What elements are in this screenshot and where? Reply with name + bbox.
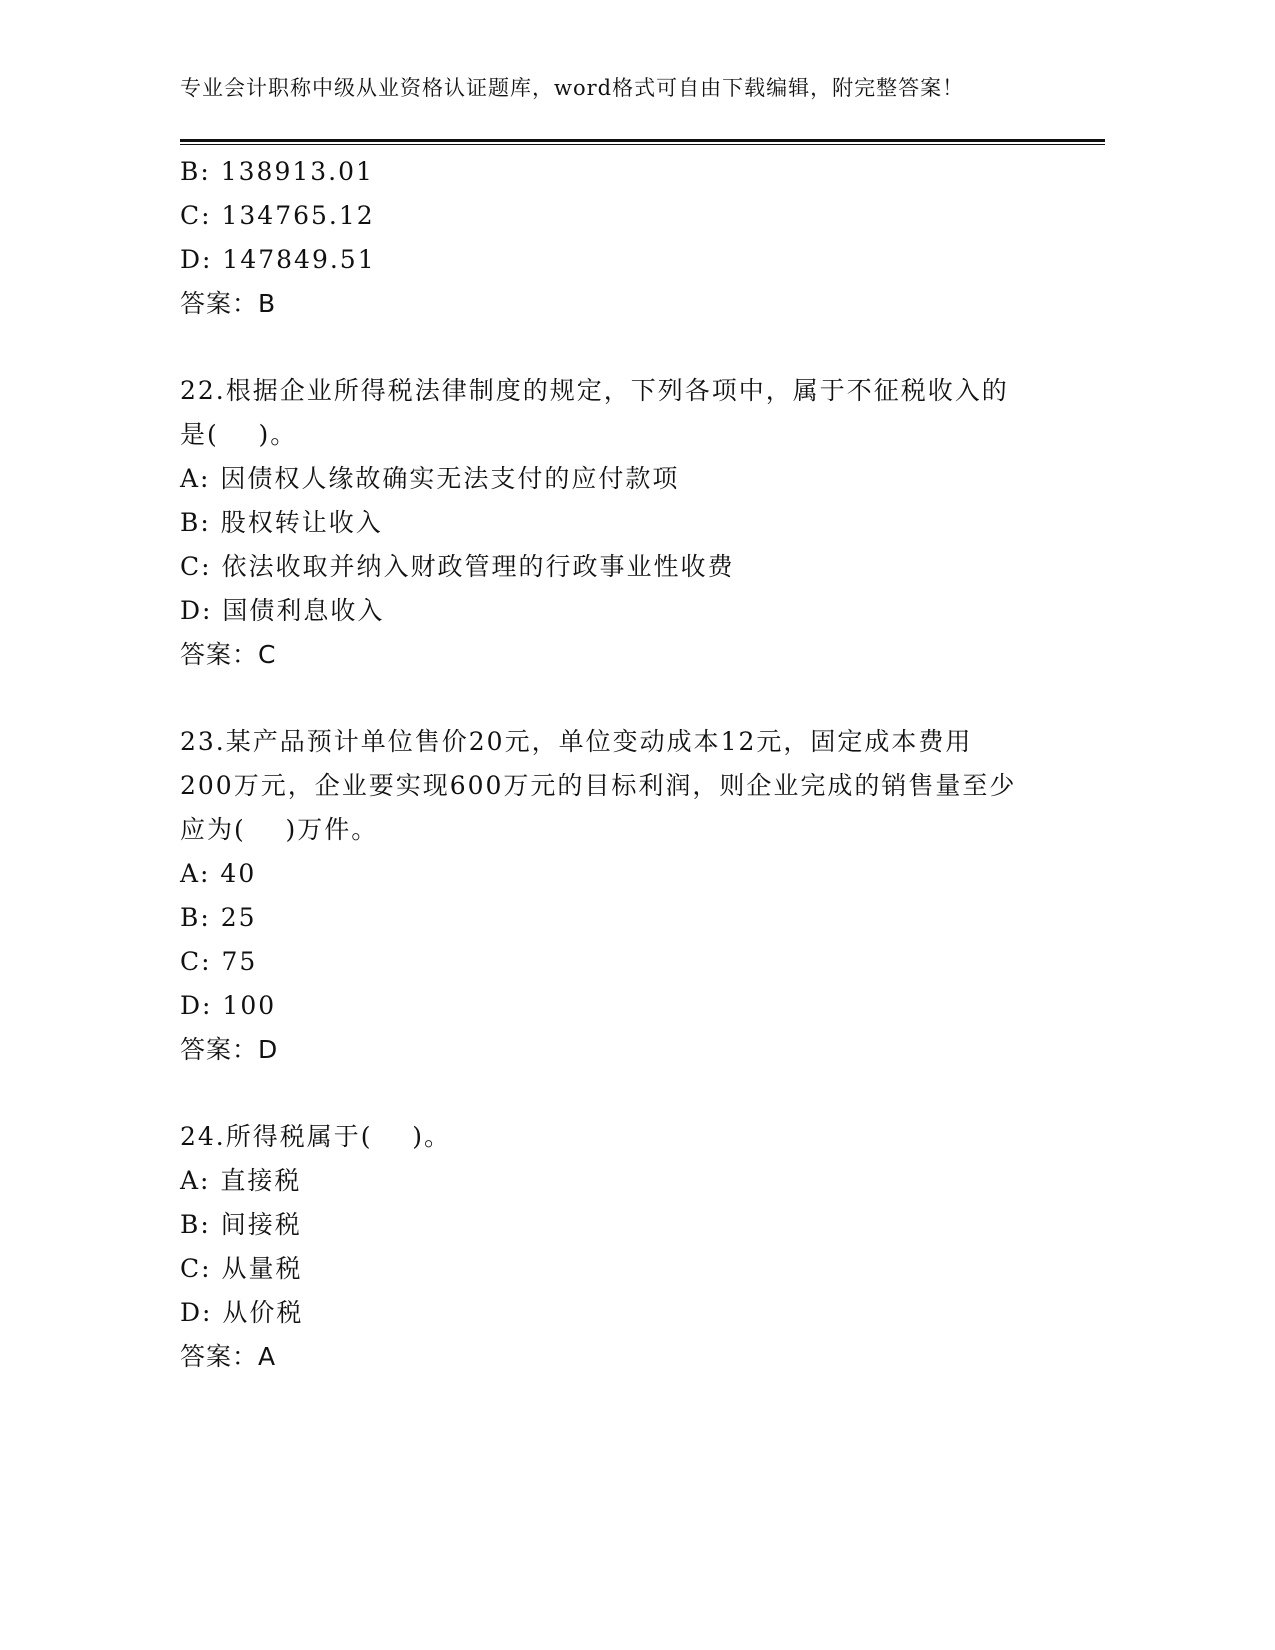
question-stem: 是( )。 (180, 420, 298, 449)
question-stem: 23.某产品预计单位售价20元，单位变动成本12元，固定成本费用 (180, 727, 973, 756)
option-a: A: 40 (180, 859, 257, 888)
option-c: C: 134765.12 (180, 201, 375, 230)
spacer (180, 677, 1080, 720)
option-b: B: 股权转让收入 (180, 508, 383, 537)
answer-line: 答案：D (180, 1035, 279, 1064)
option-a: A: 直接税 (180, 1166, 302, 1195)
option-a: A: 因债权人缘故确实无法支付的应付款项 (180, 464, 680, 493)
option-c: C: 从量税 (180, 1254, 303, 1283)
page-header: 专业会计职称中级从业资格认证题库，word格式可自由下载编辑，附完整答案！ (180, 76, 965, 100)
option-d: D: 国债利息收入 (180, 596, 385, 625)
answer-line: 答案：B (180, 289, 277, 318)
spacer (180, 326, 1080, 369)
question-stem: 22.根据企业所得税法律制度的规定，下列各项中，属于不征税收入的 (180, 376, 1009, 405)
question-stem: 200万元，企业要实现600万元的目标利润，则企业完成的销售量至少 (180, 771, 1017, 800)
question-21 (180, 150, 1080, 326)
header-rule-thick (180, 139, 1105, 142)
option-d: D: 从价税 (180, 1298, 304, 1327)
question-24 (180, 1115, 1080, 1379)
header-rule-thin (180, 144, 1105, 145)
question-22 (180, 369, 1080, 677)
answer-line: 答案：C (180, 640, 277, 669)
question-23 (180, 720, 1080, 1072)
option-b: B: 138913.01 (180, 157, 374, 186)
question-list (180, 150, 1080, 1379)
question-stem: 24.所得税属于( )。 (180, 1122, 452, 1151)
option-c: C: 依法收取并纳入财政管理的行政事业性收费 (180, 552, 735, 581)
question-stem: 应为( )万件。 (180, 815, 379, 844)
option-c: C: 75 (180, 947, 258, 976)
option-d: D: 147849.51 (180, 245, 376, 274)
answer-line: 答案：A (180, 1342, 277, 1371)
option-b: B: 25 (180, 903, 257, 932)
option-d: D: 100 (180, 991, 277, 1020)
spacer (180, 1072, 1080, 1115)
option-b: B: 间接税 (180, 1210, 302, 1239)
